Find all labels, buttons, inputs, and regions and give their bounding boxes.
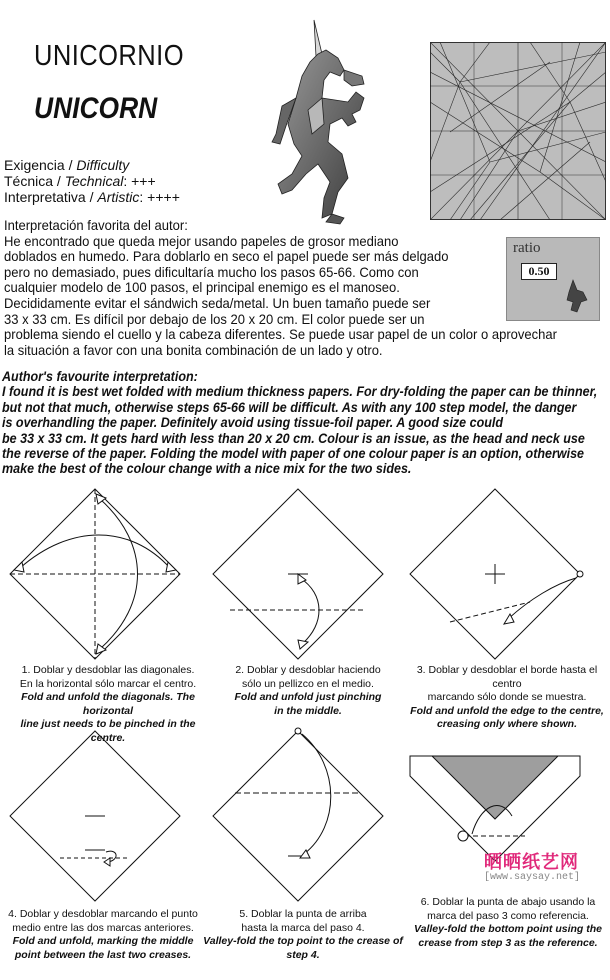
spanish-line: pero no demasiado, pues dificultaría mucho los pasos 65-66. Como con (4, 263, 419, 280)
english-line: I found it is best wet folded with medium thickness papers. For dry-folding the paper can be thinner, (2, 383, 598, 400)
spanish-line: la situación a favor con una bonita combinación de un lado y otro. (4, 341, 383, 358)
spanish-line: Decididamente evitar el sándwich seda/metal. Un buen tamaño puede ser (4, 294, 431, 311)
step-1-caption: 1. Doblar y desdoblar las diagonales. En la horizontal sólo marcar el centro. Fold and unfold the diagonals. The horizontal line just needs to be pinched in the centre. (19, 664, 197, 744)
english-line: be 33 x 33 cm. It gets hard with less than 20 x 20 cm. Colour is an issue, as the head and neck use (2, 429, 585, 446)
step-6-diagram (410, 756, 580, 861)
spanish-line: cualquier modelo de 100 pasos, el principal enemigo es el manoseo. (4, 279, 400, 296)
spanish-line: doblados en humedo. Para doblarlo en seco el papel puede ser más delgado (4, 248, 449, 265)
spanish-line: Interpretación favorita del autor: (4, 217, 188, 233)
unicorn-illustration (252, 14, 392, 226)
english-line: the reverse of the paper. Folding the model with paper of one colour paper is an option, otherwise (2, 445, 585, 462)
spanish-line: He encontrado que queda mejor usando papeles de grosor mediano (4, 232, 399, 249)
title-spanish: UNICORNIO (34, 40, 184, 72)
step-3-diagram (410, 489, 583, 659)
watermark-logo: 晒晒纸艺网 (484, 852, 579, 872)
step-4-caption: 4. Doblar y desdoblar marcando el punto medio entre las dos marcas anteriores. Fold and unfold, marking the middle point between the last two creases. (8, 908, 198, 961)
english-description (2, 369, 608, 477)
step-1-diagram (10, 489, 180, 659)
step-2-diagram (213, 489, 383, 659)
crease-pattern (430, 42, 606, 220)
english-line: make the best of the colour change with a nice mix for the two sides. (2, 460, 412, 477)
step-5-diagram (213, 728, 383, 901)
watermark-url: [www.saysay.net] (484, 872, 581, 883)
steps-row-1 (0, 484, 610, 684)
spanish-line: problema siendo el cuello y la cabeza diferentes. Se puede usar papel de un color o aprovechar (4, 326, 557, 343)
rating-technical: Técnica / Technical: +++ (4, 173, 156, 189)
rating-artistic: Interpretativa / Artistic: ++++ (4, 189, 180, 205)
english-line: Author's favourite interpretation: (2, 368, 198, 384)
step-2-caption: 2. Doblar y desdoblar haciendo sólo un pellizco en el medio. Fold and unfold just pinching in the middle. (234, 664, 382, 717)
step-3-caption: 3. Doblar y desdoblar el borde hasta el centro marcando sólo donde se muestra. Fold and unfold the edge to the centre, creasing only where shown. (410, 664, 604, 730)
step-6-caption: 6. Doblar la punta de abajo usando la marca del paso 3 como referencia. Valley-fold the bottom point using the crease from step 3 as the reference. (413, 896, 602, 949)
title-english: UNICORN (34, 92, 158, 125)
step-5-caption: 5. Doblar la punta de arriba hasta la marca del paso 4. Valley-fold the top point to the crease of step 4. (203, 908, 403, 961)
ratio-label: ratio (513, 240, 541, 256)
english-line: but not that much, otherwise steps 65-66 will be difficult. As with any 100 step model, the danger (2, 398, 577, 415)
spanish-line: 33 x 33 cm. Es difícil por debajo de los 20 x 20 cm. El color puede ser un (4, 310, 425, 327)
step-4-diagram (10, 731, 180, 901)
english-line: is overhandling the paper. Definitely avoid using tissue-foil paper. A good size could (2, 414, 504, 431)
spanish-description (4, 218, 604, 358)
rating-difficulty: Exigencia / Difficulty (4, 157, 130, 173)
ratio-value: 0.50 (521, 263, 557, 280)
